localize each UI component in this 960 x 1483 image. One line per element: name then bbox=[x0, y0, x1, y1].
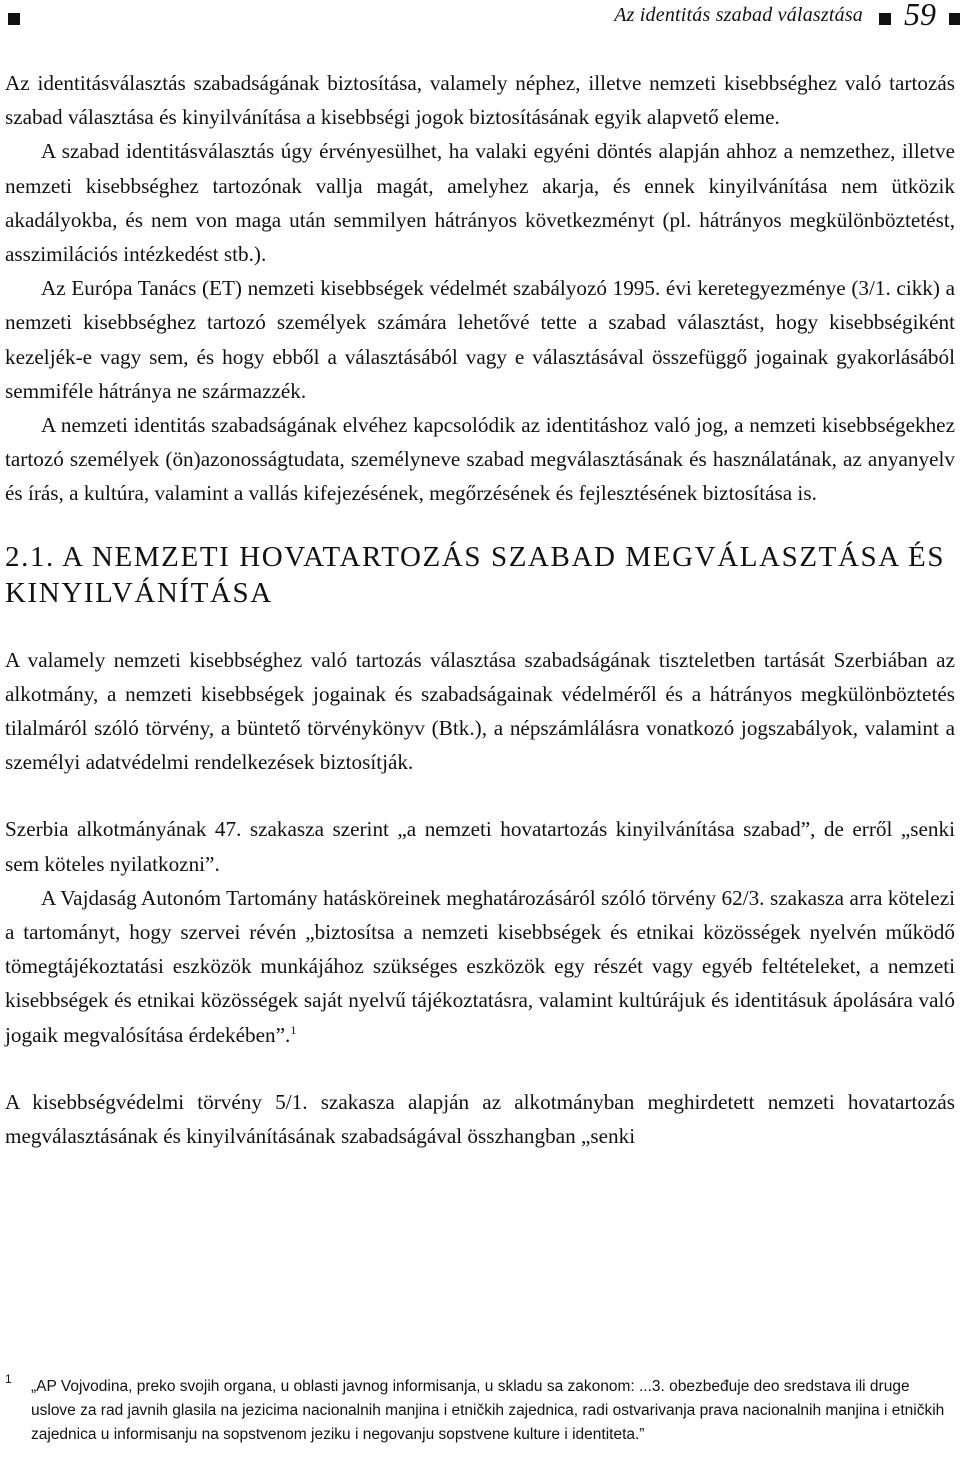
footnote-text: „AP Vojvodina, preko svojih organa, u oblasti javnog informisanja, u skladu sa zakonom: ...3. obezbeđuje deo sredstava ili druge uslove za rad javnih glasila na jezicima nacionalnih manjina i etničkih zajednica, radi ostvarivanja prava nacionalnih manjina i etničkih zajednica u informisanju na sopstvenom jeziku i negovanju sopstvene kulture i identiteta.” bbox=[31, 1378, 945, 1443]
header-square-marker-right bbox=[949, 13, 960, 25]
paragraph-3: Az Európa Tanács (ET) nemzeti kisebbségek védelmét szabályozó 1995. évi keretegyezménye (3/1. cikk) a nemzeti kisebbséghez tartozó személyek számára lehetővé tette a szabad választást, hogy kisebbségiként kezeljék-e vagy sem, és hogy ebből a választásából vagy e választásával összefüggő jogainak gyakorlásából semmiféle hátránya ne származzék. bbox=[5, 276, 955, 403]
footnote-reference[interactable]: 1 bbox=[290, 1022, 297, 1037]
paragraph-gap-2 bbox=[5, 1052, 955, 1085]
paragraph-5: A valamely nemzeti kisebbséghez való tartozás választása szabadságának tiszteletben tartását Szerbiában az alkotmány, a nemzeti kisebbségek jogainak és szabadságainak védelméről és a hátrányos megkülönböztetés tilalmáról szóló törvény, a büntető törvénykönyv (Btk.), a népszámlálásra vonatkozó jogszabályok, valamint a személyi adatvédelmi rendelkezések biztosítják. bbox=[5, 647, 955, 775]
body-text bbox=[5, 66, 955, 1153]
paragraph-gap bbox=[5, 779, 955, 812]
section-heading: 2.1. A NEMZETI HOVATARTOZÁS SZABAD MEGVÁLASZTÁSA ÉS KINYILVÁNÍTÁSA bbox=[5, 540, 946, 609]
paragraph-6: Szerbia alkotmányának 47. szakasza szerint „a nemzeti hovatartozás kinyilvánítása szabad”, de erről „senki sem köteles nyilatkozni”. bbox=[5, 817, 955, 876]
header-square-marker-left bbox=[8, 13, 20, 25]
paragraph-4: A nemzeti identitás szabadságának elvéhez kapcsolódik az identitáshoz való jog, a nemzeti kisebbségekhez tartozó személyek (ön)azonosságtudata, személyneve szabad megválasztásának és használatának, az anyanyelv és írás, a kultúra, valamint a vallás kifejezésének, megőrzésének és fejlesztésének biztosítása is. bbox=[5, 413, 955, 506]
running-title: Az identitás szabad választása bbox=[614, 4, 863, 26]
paragraph-2: A szabad identitásválasztás úgy érvényesülhet, ha valaki egyéni döntés alapján ahhoz a nemzethez, illetve nemzeti kisebbséghez tartozónak vallja magát, amelyhez akarja, és ennek kinyilvánítása nem ütközik akadályokba, és nem von maga után semmilyen hátrányos következményt (pl. hátrányos megkülönböztetést, asszimilációs intézkedést stb.). bbox=[5, 139, 955, 267]
footnote-mark: 1 bbox=[5, 1372, 12, 1386]
page-number: 59 bbox=[904, 0, 936, 32]
paragraph-7 bbox=[5, 881, 955, 1052]
page-header bbox=[5, 0, 955, 40]
paragraph-1: Az identitásválasztás szabadságának biztosítása, valamely néphez, illetve nemzeti kisebbséghez való tartozás szabad választása és kinyilvánítása a kisebbségi jogok biztosításának egyik alapvető eleme. bbox=[5, 71, 955, 130]
footnote bbox=[5, 1372, 955, 1447]
header-square-marker-middle bbox=[879, 13, 891, 25]
paragraph-8: A kisebbségvédelmi törvény 5/1. szakasza alapján az alkotmányban meghirdetett nemzeti hovatartozás megválasztásának és kinyilvánításának szabadságával összhangban „senki bbox=[5, 1089, 955, 1149]
paragraph-7-text: A Vajdaság Autonóm Tartomány hatásköreinek meghatározásáról szóló törvény 62/3. szakasza arra kötelezi a tartományt, hogy szervei révén „biztosítsa a nemzeti kisebbségek és etnikai közösségek nyelvén működő tömegtájékoztatási eszközök munkájához szükséges eszközök egy részét vagy egyéb feltételeket, a nemzeti kisebbségek és etnikai közösségek saját nyelvű tájékoztatásra, valamint kultúrájuk és identitásuk ápolására való jogaik megvalósítása érdekében”. bbox=[5, 885, 955, 1047]
